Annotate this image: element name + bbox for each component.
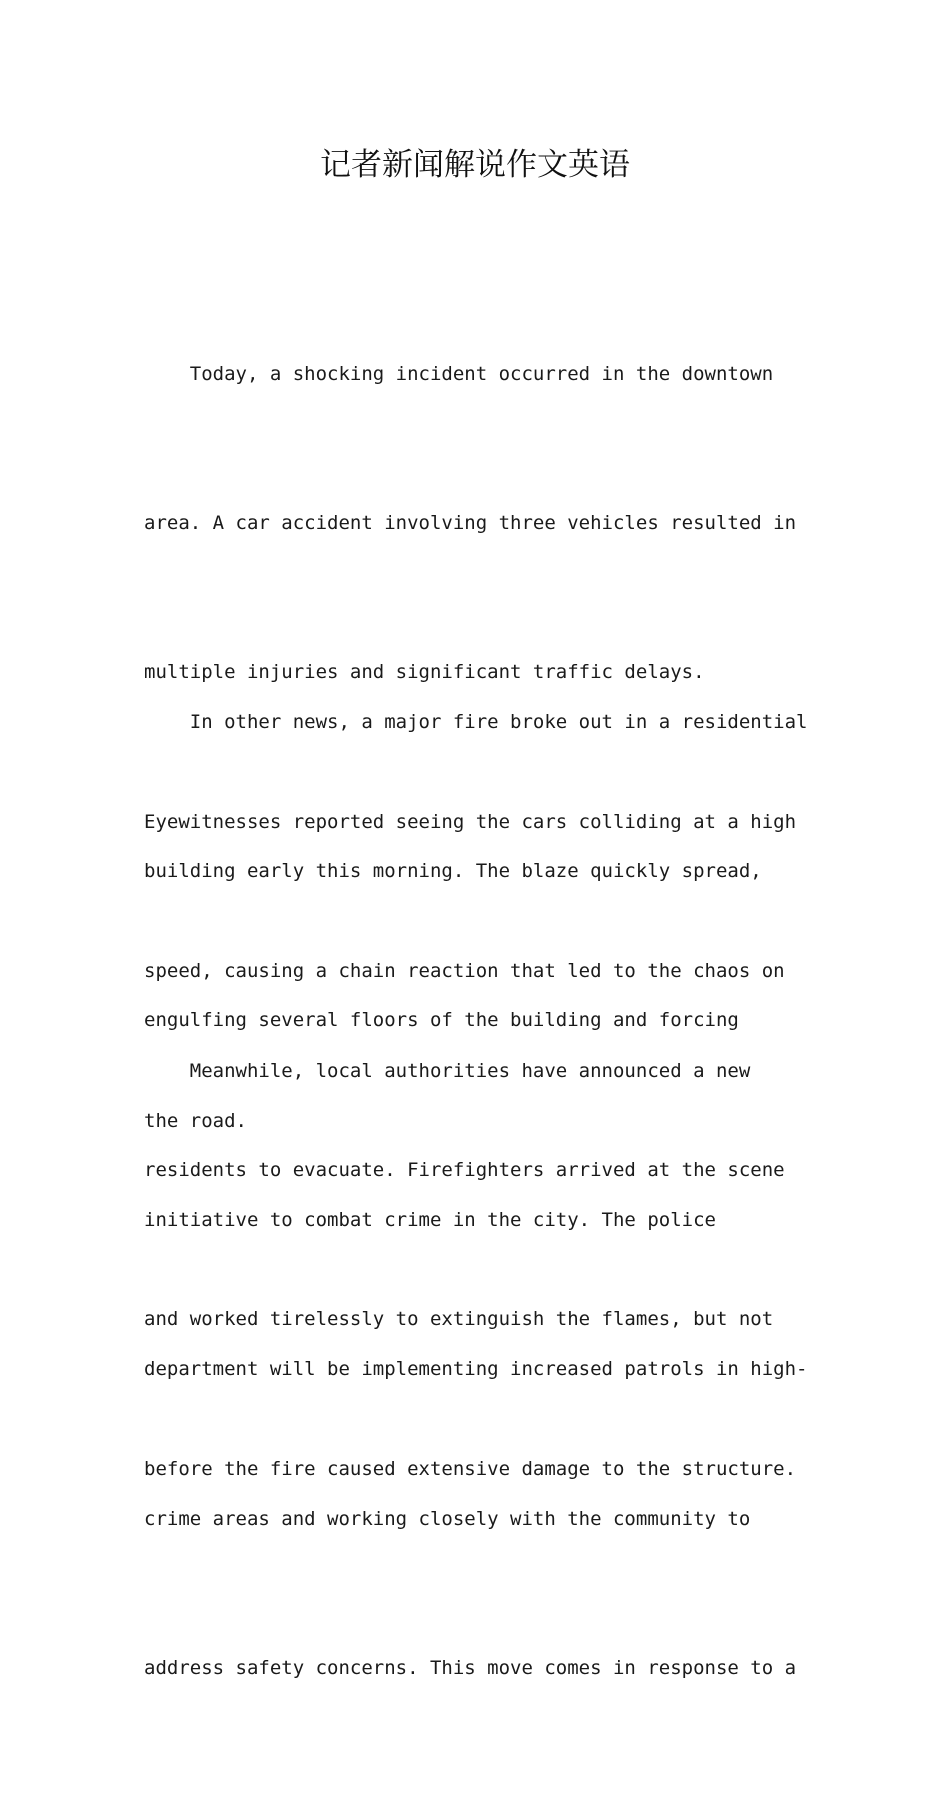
- paragraph-line: initiative to combat crime in the city. The police: [144, 1208, 716, 1231]
- paragraph-line: and worked tirelessly to extinguish the flames, but not: [144, 1308, 774, 1331]
- paragraph-crime-initiative: [144, 947, 807, 1794]
- paragraph-line: before the fire caused extensive damage to the structure.: [144, 1457, 797, 1480]
- document-title: 记者新闻解说作文英语: [320, 147, 630, 183]
- paragraph-line: engulfing several floors of the building and forcing: [144, 1009, 739, 1032]
- paragraph-line: crime areas and working closely with the community to: [144, 1507, 751, 1530]
- paragraph-line: speed, causing a chain reaction that led to the chaos on: [144, 960, 785, 983]
- paragraph-line: area. A car accident involving three vehicles resulted in: [144, 511, 797, 534]
- paragraph-line: the road.: [144, 1109, 247, 1132]
- paragraph-line: department will be implementing increased patrols in high-: [144, 1358, 808, 1381]
- paragraph-line: Eyewitnesses reported seeing the cars colliding at a high: [144, 810, 797, 833]
- paragraph-line: building early this morning. The blaze quickly spread,: [144, 859, 762, 882]
- paragraph-line: In other news, a major fire broke out in a residential: [144, 710, 808, 733]
- paragraph-line: address safety concerns. This move comes in response to a: [144, 1657, 797, 1680]
- paragraph-line: Meanwhile, local authorities have announced a new: [144, 1059, 751, 1082]
- paragraph-line: Today, a shocking incident occurred in the downtown: [144, 362, 774, 385]
- paragraph-line: residents to evacuate. Firefighters arrived at the scene: [144, 1158, 785, 1181]
- paragraph-line: multiple injuries and significant traffic delays.: [144, 661, 705, 684]
